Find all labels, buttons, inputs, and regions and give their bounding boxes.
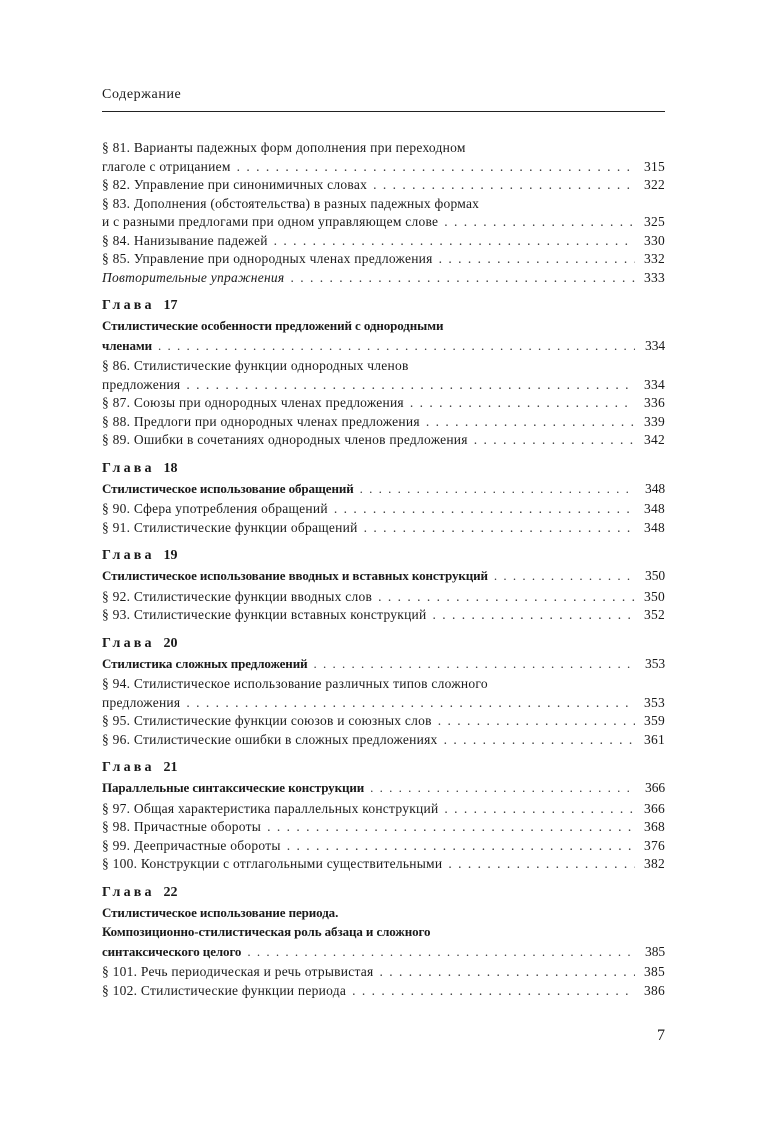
- toc-entry: [102, 982, 665, 1001]
- toc-entry-page: 359: [644, 713, 665, 728]
- toc-entry: [102, 250, 665, 269]
- toc-entry-text: § 90. Сфера употребления обращений: [102, 501, 328, 516]
- leader-dots: [290, 269, 635, 288]
- chapter-title-line: Стилистическое использование периода.: [102, 904, 339, 920]
- toc-entry: [102, 606, 665, 625]
- toc-entry-text: § 89. Ошибки в сочетаниях однородных членов предложения: [102, 432, 468, 447]
- toc-entry-page: 333: [644, 269, 665, 285]
- toc-entry-text: и с разными предлогами при одном управляющем слове: [102, 214, 439, 229]
- leader-dots: [352, 982, 635, 1001]
- toc-entry: [102, 500, 665, 519]
- chapter-title: [102, 903, 665, 962]
- toc-entry-page: 376: [644, 837, 665, 853]
- toc-entry: [102, 855, 665, 874]
- leader-dots: [433, 606, 635, 625]
- toc-entry-last-line: [102, 818, 665, 837]
- toc-entry-page: 366: [644, 800, 665, 816]
- toc-entry-line: § 94. Стилистическое использование различных типов сложного: [102, 676, 488, 691]
- toc-entry-last-line: [102, 963, 665, 982]
- header-rule: [102, 111, 665, 112]
- toc-entry-page: 350: [644, 588, 665, 604]
- toc-entry: [102, 837, 665, 856]
- toc-entry: [102, 394, 665, 413]
- header-title: Содержание: [102, 87, 182, 102]
- chapter-block: [102, 883, 665, 1001]
- toc-entry-last-line: [102, 394, 665, 413]
- toc-entry-last-line: [102, 500, 665, 519]
- leader-dots: [313, 654, 635, 674]
- toc-entry-page: 353: [644, 694, 665, 710]
- chapter-title-last-line: [102, 778, 665, 798]
- toc-entry-text: § 85. Управление при однородных членах предложения: [102, 251, 433, 266]
- toc-entry-text: предложения: [102, 376, 181, 392]
- leader-dots: [438, 712, 635, 731]
- leader-dots: [364, 519, 635, 538]
- page-number: 7: [657, 1027, 665, 1044]
- leader-dots: [380, 963, 635, 982]
- toc-entry-page: 382: [644, 856, 665, 871]
- chapter-heading: [102, 546, 665, 566]
- chapter-label: Глава: [102, 884, 155, 900]
- leader-dots: [287, 837, 635, 856]
- toc-entry-page: 352: [644, 607, 665, 622]
- chapter-title-line: Композиционно-стилистическая роль абзаца и сложного: [102, 924, 431, 939]
- chapter-title-text: членами: [102, 337, 153, 353]
- leader-dots: [426, 413, 635, 432]
- toc-content: [102, 139, 665, 1000]
- chapter-title-page: 348: [645, 480, 665, 496]
- toc-entry-last-line: [102, 800, 665, 819]
- chapter-heading: [102, 883, 665, 903]
- toc-entry-line: § 86. Стилистические функции однородных членов: [102, 358, 409, 373]
- toc-entry-text: § 84. Нанизывание падежей: [102, 232, 268, 248]
- toc-entry-page: 368: [644, 819, 665, 834]
- chapter-title-last-line: [102, 942, 665, 962]
- toc-entry: [102, 800, 665, 819]
- toc-entry: [102, 712, 665, 731]
- toc-entry: [102, 269, 665, 288]
- chapter-title-text: Стилистическое использование обращений: [102, 480, 354, 496]
- chapter-title-line: Стилистические особенности предложений с однородными: [102, 318, 444, 333]
- toc-entry-text: § 87. Союзы при однородных членах предложения: [102, 395, 404, 410]
- chapter-title-text: Параллельные синтаксические конструкции: [102, 780, 365, 795]
- toc-entry-page: 361: [644, 731, 665, 747]
- leader-dots: [247, 942, 635, 962]
- toc-entry-last-line: [102, 855, 665, 874]
- toc-entry-page: 332: [644, 251, 665, 266]
- running-header: [102, 87, 665, 103]
- toc-entry-text: § 101. Речь периодическая и речь отрывистая: [102, 964, 374, 979]
- toc-entry-text: § 97. Общая характеристика параллельных конструкций: [102, 800, 439, 816]
- chapter-title-text: синтаксического целого: [102, 943, 242, 959]
- toc-entry: [102, 357, 665, 394]
- leader-dots: [373, 176, 635, 195]
- toc-entry-text: глаголе с отрицанием: [102, 158, 231, 174]
- chapter-title: [102, 778, 665, 798]
- toc-entry-text: § 92. Стилистические функции вводных слов: [102, 588, 373, 604]
- toc-entry-last-line: [102, 250, 665, 269]
- toc-entry-text: предложения: [102, 694, 181, 710]
- chapter-title-page: 366: [645, 780, 665, 795]
- toc-entry-last-line: [102, 213, 665, 232]
- chapter-title: [102, 316, 665, 355]
- chapter-title-text: Стилистическое использование вводных и вставных конструкций: [102, 568, 488, 583]
- chapter-block: [102, 758, 665, 874]
- leader-dots: [360, 479, 635, 499]
- toc-entry-last-line: [102, 158, 665, 177]
- toc-entry-page: 385: [644, 964, 665, 979]
- chapter-heading: [102, 634, 665, 654]
- toc-entry-page: 348: [644, 519, 665, 535]
- toc-entry-text: § 95. Стилистические функции союзов и союзных слов: [102, 713, 432, 728]
- chapter-heading: [102, 758, 665, 778]
- toc-entry-page: 336: [644, 395, 665, 410]
- chapter-title-page: 350: [645, 568, 665, 583]
- chapter-heading: [102, 296, 665, 316]
- chapter-block: [102, 459, 665, 538]
- chapter-label: Глава: [102, 298, 155, 313]
- toc-entry-text: § 99. Деепричастные обороты: [102, 837, 281, 853]
- toc-entry-page: 342: [644, 432, 665, 447]
- toc-entry-text: § 96. Стилистические ошибки в сложных предложениях: [102, 731, 438, 747]
- toc-entry-page: 348: [644, 501, 665, 516]
- toc-entry-last-line: [102, 269, 665, 288]
- leader-dots: [378, 588, 635, 607]
- leader-dots: [444, 800, 635, 819]
- toc-entry: [102, 176, 665, 195]
- toc-entry-page: 334: [644, 376, 665, 392]
- toc-entry-page: 315: [644, 158, 665, 174]
- leader-dots: [186, 376, 635, 395]
- chapter-number: 18: [163, 460, 178, 476]
- chapter-number: 19: [163, 548, 178, 563]
- chapter-title-last-line: [102, 479, 665, 499]
- chapter-label: Глава: [102, 548, 155, 563]
- toc-entry: [102, 139, 665, 176]
- chapter-label: Глава: [102, 635, 155, 651]
- leader-dots: [274, 232, 635, 251]
- toc-entry: [102, 675, 665, 712]
- toc-entry-line: § 81. Варианты падежных форм дополнения при переходном: [102, 140, 466, 155]
- chapter-title-page: 353: [645, 655, 665, 671]
- toc-entry-page: 339: [644, 413, 665, 429]
- toc-entry-page: 330: [644, 232, 665, 248]
- leader-dots: [444, 213, 635, 232]
- toc-entry-last-line: [102, 731, 665, 750]
- leader-dots: [439, 250, 635, 269]
- toc-entry-last-line: [102, 712, 665, 731]
- toc-entry-last-line: [102, 982, 665, 1001]
- toc-entry: [102, 818, 665, 837]
- toc-entry: [102, 588, 665, 607]
- toc-entry-last-line: [102, 694, 665, 713]
- chapter-block: [102, 546, 665, 625]
- toc-entry-page: 325: [644, 214, 665, 229]
- chapter-number: 22: [163, 884, 178, 900]
- toc-entry-last-line: [102, 413, 665, 432]
- chapter-block: [102, 296, 665, 450]
- chapter-title-page: 385: [645, 943, 665, 959]
- chapter-title-last-line: [102, 336, 665, 356]
- toc-entry-last-line: [102, 431, 665, 450]
- chapter-title-page: 334: [645, 337, 665, 353]
- chapter-title: [102, 654, 665, 674]
- toc-entry-page: 322: [644, 177, 665, 192]
- chapter-heading: [102, 459, 665, 479]
- toc-entry: [102, 413, 665, 432]
- chapter-title-last-line: [102, 566, 665, 586]
- chapter-block: [102, 634, 665, 750]
- chapter-number: 21: [163, 760, 178, 775]
- toc-entry-line: § 83. Дополнения (обстоятельства) в разных падежных формах: [102, 195, 480, 211]
- toc-entry-last-line: [102, 606, 665, 625]
- leader-dots: [444, 731, 635, 750]
- leader-dots: [237, 158, 635, 177]
- toc-entry-text: § 102. Стилистические функции периода: [102, 982, 347, 998]
- toc-entry: [102, 232, 665, 251]
- chapter-title: [102, 479, 665, 499]
- toc-entry-text: § 100. Конструкции с отглагольными существительными: [102, 856, 443, 871]
- toc-entry-last-line: [102, 588, 665, 607]
- toc-entry: [102, 963, 665, 982]
- chapter-title: [102, 566, 665, 586]
- toc-entry-last-line: [102, 232, 665, 251]
- toc-entry: [102, 195, 665, 232]
- leader-dots: [186, 694, 635, 713]
- leader-dots: [448, 855, 635, 874]
- chapter-title-last-line: [102, 654, 665, 674]
- leader-dots: [474, 431, 635, 450]
- toc-entry-text: Повторительные упражнения: [102, 269, 285, 285]
- chapter-number: 20: [163, 635, 178, 651]
- toc-entry-text: § 98. Причастные обороты: [102, 819, 262, 834]
- chapter-label: Глава: [102, 460, 155, 476]
- toc-entry: [102, 519, 665, 538]
- toc-entry-text: § 88. Предлоги при однородных членах предложения: [102, 413, 420, 429]
- chapter-label: Глава: [102, 760, 155, 775]
- leader-dots: [334, 500, 635, 519]
- chapter-number: 17: [163, 298, 178, 313]
- chapter-title-text: Стилистика сложных предложений: [102, 655, 308, 671]
- leader-dots: [158, 336, 635, 356]
- toc-entry-last-line: [102, 176, 665, 195]
- leader-dots: [494, 566, 635, 586]
- toc-entry-text: § 93. Стилистические функции вставных конструкций: [102, 607, 427, 622]
- toc-entry-page: 386: [644, 982, 665, 998]
- leader-dots: [410, 394, 635, 413]
- toc-entry: [102, 431, 665, 450]
- toc-entry-last-line: [102, 837, 665, 856]
- leader-dots: [370, 778, 635, 798]
- toc-entry-last-line: [102, 376, 665, 395]
- toc-entry-last-line: [102, 519, 665, 538]
- toc-entry-text: § 82. Управление при синонимичных словах: [102, 177, 368, 192]
- leader-dots: [267, 818, 635, 837]
- toc-entry-text: § 91. Стилистические функции обращений: [102, 519, 358, 535]
- toc-entry: [102, 731, 665, 750]
